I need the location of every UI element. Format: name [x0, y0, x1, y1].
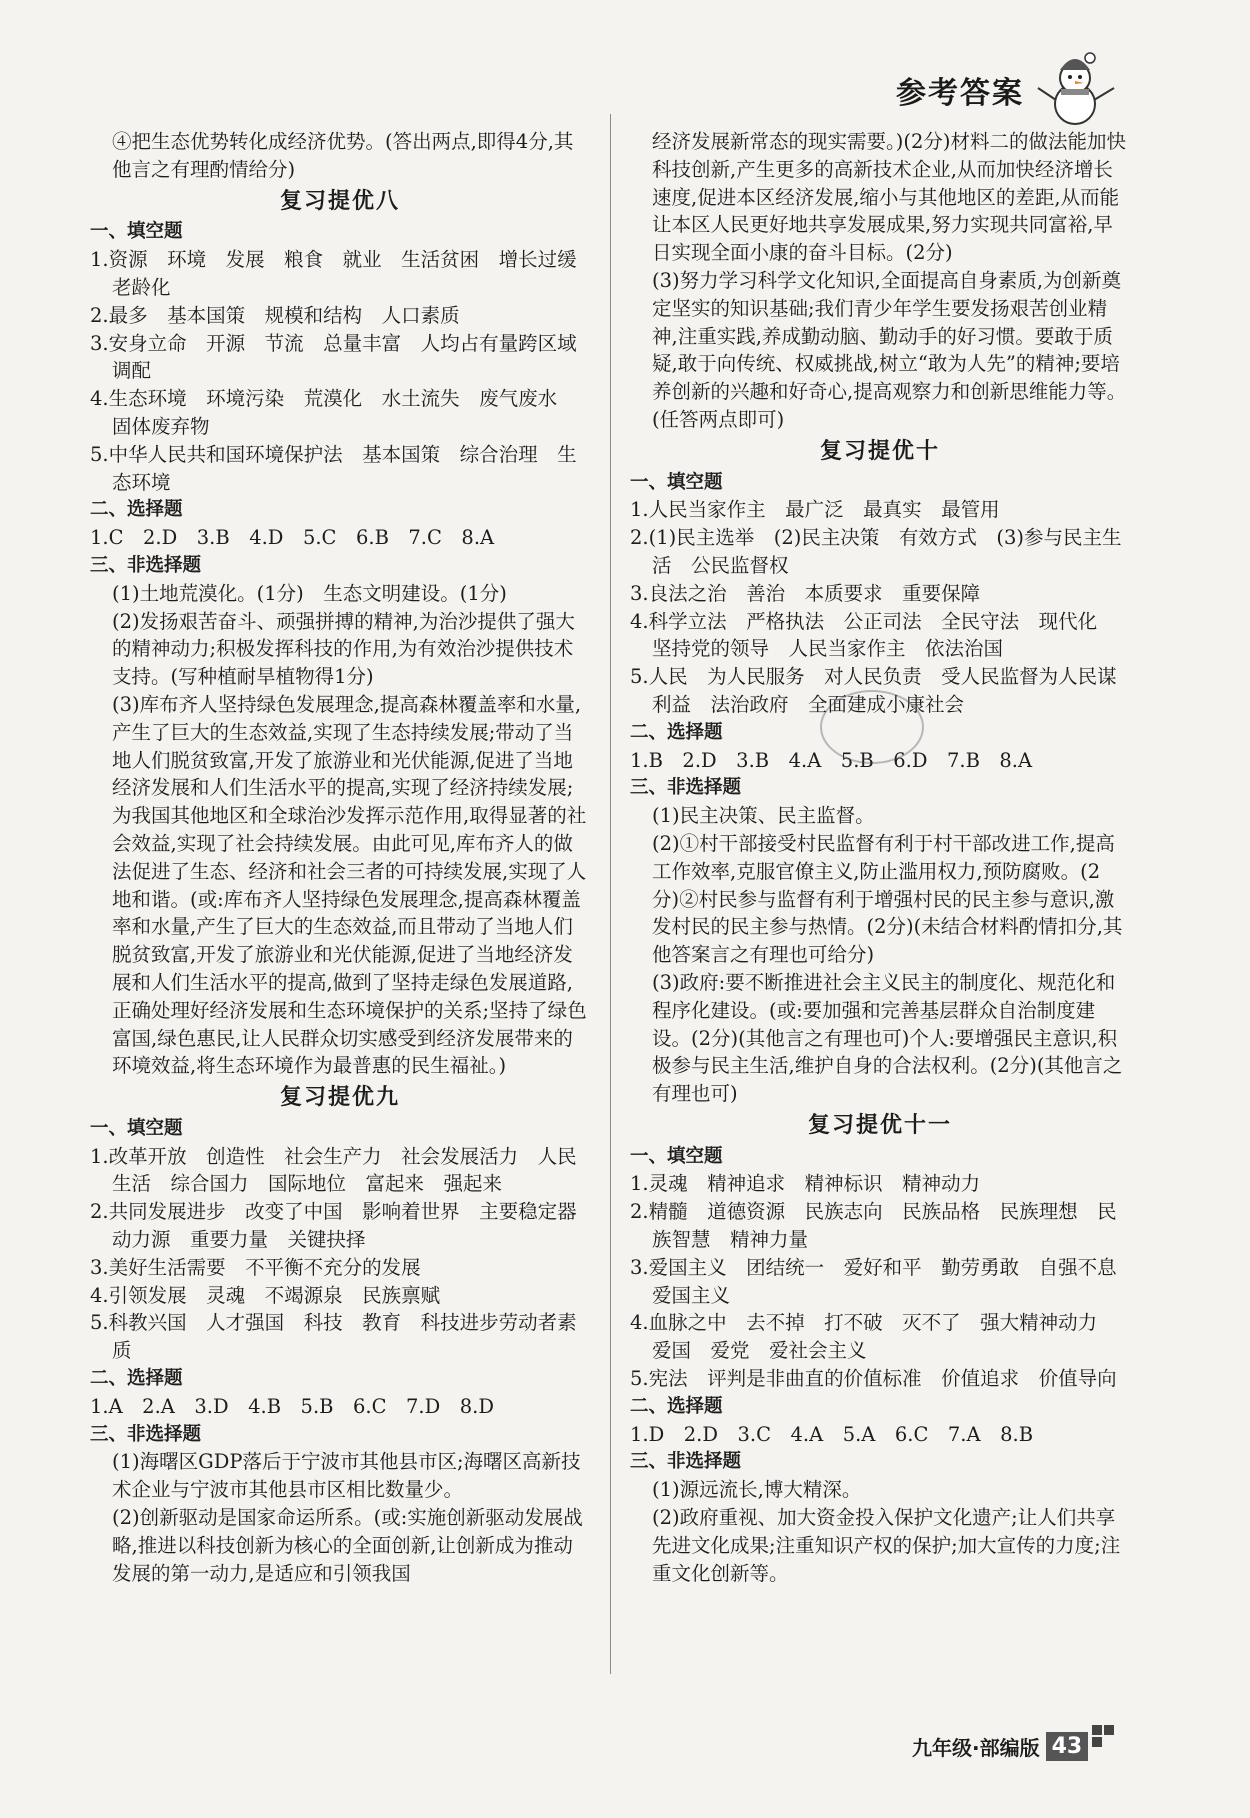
subsection-heading: 二、选择题	[90, 1368, 183, 1390]
subsection-heading: 三、非选择题	[90, 1423, 202, 1445]
answer-item: 5.人民 为人民服务 对人民负责 受人民监督为人民谋利益 法治政府 全面建成小康社会	[630, 665, 1117, 716]
answer-item: 1.资源 环境 发展 粮食 就业 生活贫困 增长过缓 老龄化	[90, 248, 597, 299]
answer-paragraph: (2)发扬艰苦奋斗、顽强拼搏的精神,为治沙提供了强大的精神动力;积极发挥科技的作用,为有效治沙提供技术支持。(写种植耐旱植物得1分)	[112, 609, 575, 689]
answer-item: 2.(1)民主选举 (2)民主决策 有效方式 (3)参与民主生活 公民监督权	[630, 526, 1122, 577]
answer-paragraph: ④把生态优势转化成经济优势。(答出两点,即得4分,其他言之有理酌情给分)	[112, 130, 574, 181]
answer-item: 3.良法之治 善治 本质要求 重要保障	[630, 581, 981, 605]
right-column	[630, 128, 1137, 1587]
answer-paragraph: (2)政府重视、加大资金投入保护文化遗产;让人们共享先进文化成果;注重知识产权的保护;加大宣传的力度;注重文化创新等。	[652, 1506, 1121, 1585]
subsection-heading: 三、非选择题	[630, 777, 742, 799]
answer-item: 4.引领发展 灵魂 不竭源泉 民族禀赋	[90, 1283, 441, 1307]
answer-paragraph: (1)源远流长,博大精深。	[652, 1478, 862, 1502]
answer-paragraph: 经济发展新常态的现实需要。)(2分)材料二的做法能加快科技创新,产生更多的高新技术企业,从而加快经济增长速度,促进本区经济发展,缩小与其他地区的差距,从而能让本区人民更好地共享发展成果,努力实现共同富裕,早日实现全面小康的奋斗目标。(2分)	[652, 130, 1126, 265]
answer-item: 4.科学立法 严格执法 公正司法 全民守法 现代化 坚持党的领导 人民当家作主 依法治国	[630, 609, 1117, 661]
subsection-heading: 二、选择题	[90, 499, 183, 521]
corner-squares-icon	[1092, 1725, 1114, 1747]
subsection-heading: 二、选择题	[630, 721, 723, 743]
answer-item: 1.灵魂 精神追求 精神标识 精神动力	[630, 1172, 981, 1196]
answer-item: 2.最多 基本国策 规模和结构 人口素质	[90, 303, 460, 327]
answer-paragraph: (2)创新驱动是国家命运所系。(或:实施创新驱动发展战略,推进以科技创新为核心的全面创新,让创新成为推动发展的第一动力,是适应和引领我国	[112, 1506, 583, 1585]
answer-paragraph: (1)海曙区GDP落后于宁波市其他县市区;海曙区高新技术企业与宁波市其他县市区相比数量少。	[112, 1450, 581, 1502]
answer-item: 1.B 2.D 3.B 4.A 5.B 6.D 7.B 8.A	[630, 748, 1033, 772]
header-title: 参考答案	[896, 76, 1024, 111]
answer-paragraph: (3)努力学习科学文化知识,全面提高自身素质,为创新奠定坚实的知识基础;我们青少年学生要发扬艰苦创业精神,注重实践,养成勤动脑、勤动手的好习惯。要敢于质疑,敢于向传统、权威挑战,树立“敢为人先”的精神;要培养创新的兴趣和好奇心,提高观察力和创新思维能力等。(任答两点即可)	[652, 268, 1127, 431]
answer-item: 5.宪法 评判是非曲直的价值标准 价值追求 价值导向	[630, 1367, 1117, 1391]
answer-item: 2.共同发展进步 改变了中国 影响着世界 主要稳定器 动力源 重要力量 关键抉择	[90, 1200, 597, 1252]
footer-grade: 九年级·部编版	[912, 1736, 1040, 1760]
answer-paragraph: (1)土地荒漠化。(1分) 生态文明建设。(1分)	[112, 581, 507, 605]
subsection-heading: 三、非选择题	[90, 554, 202, 576]
subsection-heading: 一、填空题	[630, 1145, 723, 1167]
snowman-icon	[1032, 52, 1118, 128]
stamp-mark	[820, 690, 924, 764]
answer-item: 5.科教兴国 人才强国 科技 教育 科技进步劳动者素质	[90, 1311, 577, 1363]
footer	[912, 1732, 1114, 1761]
answer-page	[90, 128, 1160, 1688]
answer-item: 4.生态环境 环境污染 荒漠化 水土流失 废气废水 固体废弃物	[90, 387, 577, 438]
answer-item: 1.改革开放 创造性 社会生产力 社会发展活力 人民生活 综合国力 国际地位 富起来 强起来	[90, 1144, 577, 1196]
answer-item: 3.美好生活需要 不平衡不充分的发展	[90, 1255, 421, 1279]
answer-item: 1.D 2.D 3.C 4.A 5.A 6.C 7.A 8.B	[630, 1422, 1034, 1446]
subsection-heading: 二、选择题	[630, 1395, 723, 1417]
subsection-heading: 一、填空题	[90, 221, 183, 243]
answer-header	[896, 52, 1118, 128]
answer-paragraph: (1)民主决策、民主监督。	[652, 804, 875, 828]
subsection-heading: 三、非选择题	[630, 1451, 742, 1473]
column-divider	[610, 114, 611, 1674]
page-number: 43	[1046, 1732, 1089, 1761]
section-title: 复习提优九	[279, 1085, 400, 1111]
answer-item: 1.A 2.A 3.D 4.B 5.B 6.C 7.D 8.D	[90, 1394, 494, 1418]
answer-item: 1.人民当家作主 最广泛 最真实 最管用	[630, 498, 1000, 522]
answer-paragraph: (2)①村干部接受村民监督有利于村干部改进工作,提高工作效率,克服官僚主义,防止滥用权力,预防腐败。(2分)②村民参与监督有利于增强村民的民主参与意识,激发村民的民主参与热情。(2分)(未结合材料酌情扣分,其他答案言之有理也可给分)	[652, 831, 1123, 967]
answer-paragraph: (3)库布齐人坚持绿色发展理念,提高森林覆盖率和水量,产生了巨大的生态效益,实现了生态持续发展;带动了当地人们脱贫致富,开发了旅游业和光伏能源,促进了当地经济发展和人们生活水平的提高,实现了经济持续发展;为我国其他地区和全球治沙发挥示范作用,取得显著的社会效益,实现了社会持续发展。由此可见,库布齐人的做法促进了生态、经济和社会三者的可持续发展,实现了人地和谐。(或:库布齐人坚持绿色发展理念,提高森林覆盖率和水量,产生了巨大的生态效益,而且带动了当地人们脱贫致富,开发了旅游业和光伏能源,促进了当地经济发展和人们生活水平的提高,做到了坚持走绿色发展道路,正确处理好经济发展和生态环境保护的关系;坚持了绿色富国,绿色惠民,让人民群众切实感受到经济发展带来的环境效益,将生态环境作为最普惠的民生福祉。)	[112, 692, 587, 1078]
answer-item: 3.安身立命 开源 节流 总量丰富 人均占有量跨区域调配	[90, 331, 577, 383]
answer-paragraph: (3)政府:要不断推进社会主义民主的制度化、规范化和程序化建设。(或:要加强和完善基层群众自治制度建设。(2分)(其他言之有理也可)个人:要增强民主意识,积极参与民主生活,维护自身的合法权利。(2分)(其他言之有理也可)	[652, 970, 1123, 1106]
subsection-heading: 一、填空题	[630, 471, 723, 493]
answer-item: 1.C 2.D 3.B 4.D 5.C 6.B 7.C 8.A	[90, 526, 495, 550]
answer-item: 5.中华人民共和国环境保护法 基本国策 综合治理 生态环境	[90, 442, 577, 494]
left-column	[90, 128, 597, 1587]
section-title: 复习提优八	[279, 188, 400, 214]
answer-item: 3.爱国主义 团结统一 爱好和平 勤劳勇敢 自强不息 爱国主义	[630, 1255, 1137, 1307]
answer-item: 2.精髓 道德资源 民族志向 民族品格 民族理想 民族智慧 精神力量	[630, 1200, 1117, 1252]
section-title: 复习提优十	[819, 438, 940, 464]
answer-item: 4.血脉之中 去不掉 打不破 灭不了 强大精神动力 爱国 爱党 爱社会主义	[630, 1311, 1117, 1363]
subsection-heading: 一、填空题	[90, 1117, 183, 1139]
section-title: 复习提优十一	[807, 1112, 952, 1138]
